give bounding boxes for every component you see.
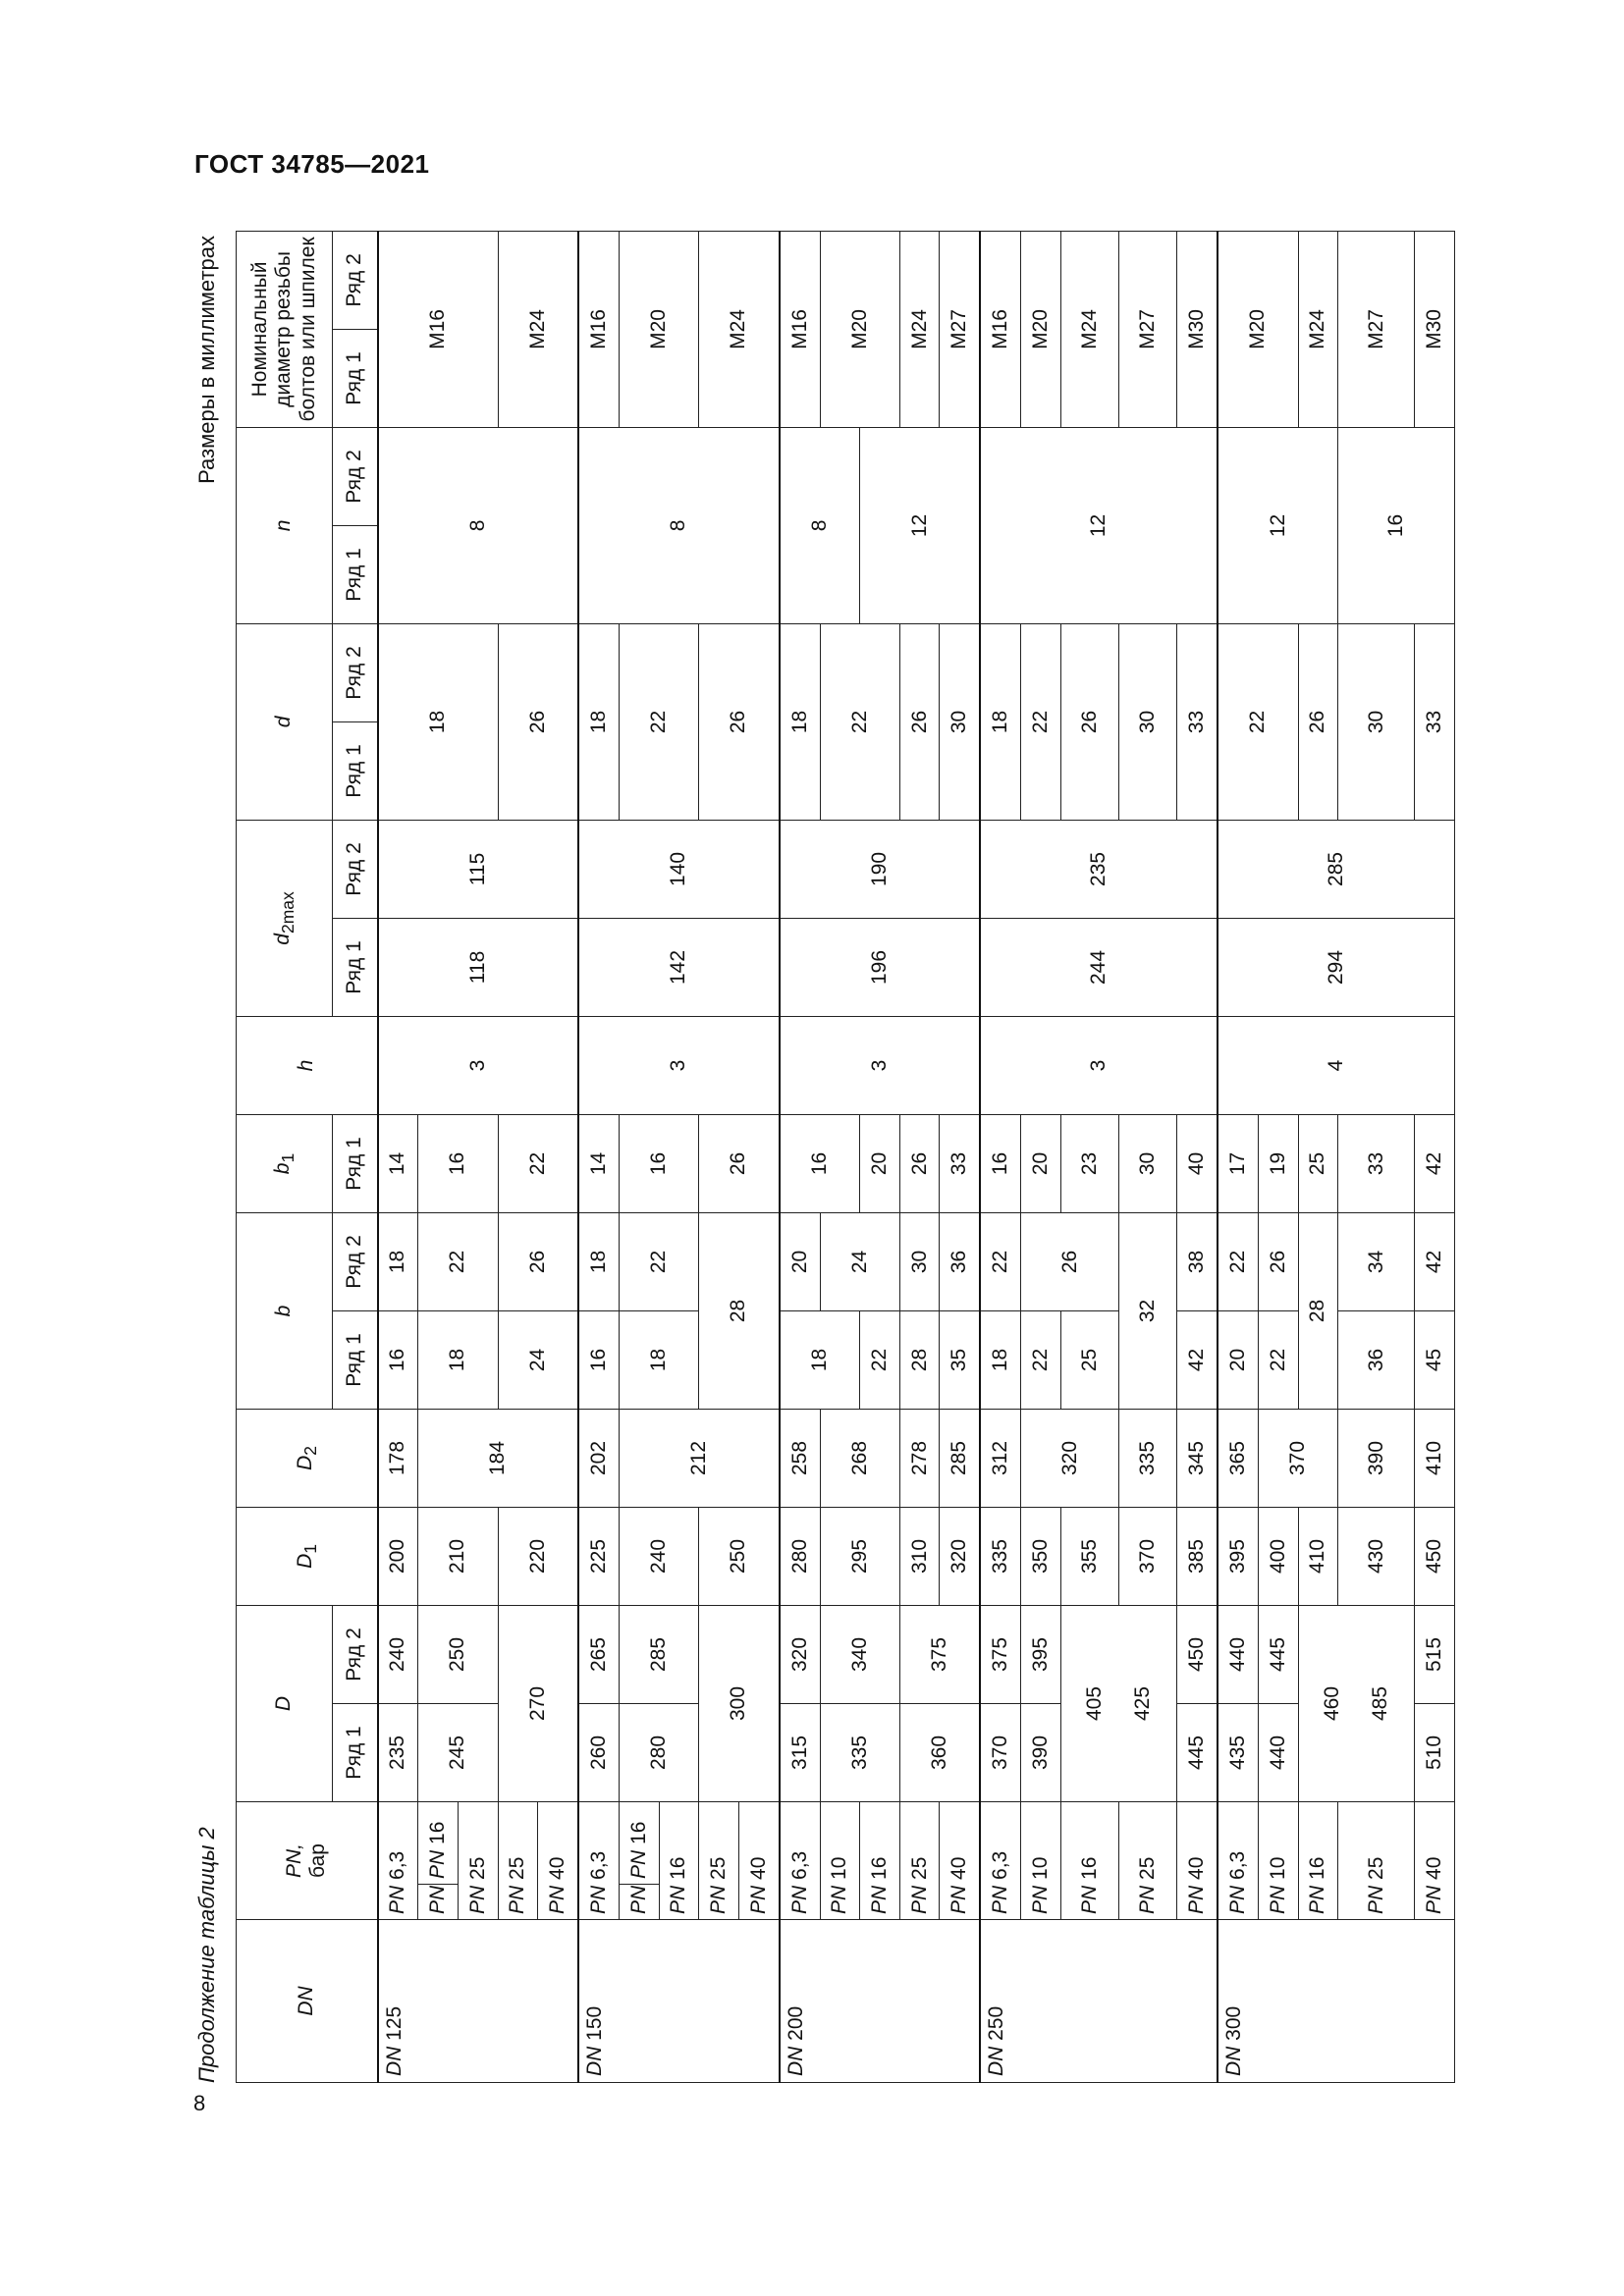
cell-b1: 16: [620, 1114, 699, 1212]
cell-D2: 285: [940, 1409, 980, 1507]
header-d: d: [237, 623, 333, 820]
cell-bolt: M24: [498, 231, 578, 427]
cell-b1: 30: [1119, 1114, 1177, 1212]
cell-h: 3: [780, 1016, 981, 1114]
cell-bolt: M27: [1119, 231, 1177, 427]
cell-bolt: M16: [780, 231, 820, 427]
cell-b-r1: 18: [780, 1310, 860, 1409]
cell-b-r1: 18: [620, 1310, 699, 1409]
cell-b-r2: 26: [1021, 1212, 1119, 1310]
cell-bolt: M30: [1177, 231, 1218, 427]
cell-D-r2: 340: [820, 1605, 899, 1703]
cell-D-r1-b: 375: [899, 1605, 980, 1703]
cell-pn: PN 40: [1177, 1801, 1218, 1919]
cell-b-r2: 22: [620, 1212, 699, 1310]
cell-D-r1: 235: [378, 1703, 418, 1801]
cell-h: 4: [1218, 1016, 1454, 1114]
cell-b-r1: 16: [378, 1310, 418, 1409]
cell-pn: PN 6,3: [1218, 1801, 1258, 1919]
cell-d: 26: [498, 623, 578, 820]
cell-bolt: M24: [899, 231, 940, 427]
cell-pn: PN 25: [459, 1801, 499, 1919]
header-row2: Ряд 2: [333, 1605, 378, 1703]
cell-D1: 280: [780, 1507, 820, 1605]
header-b: b: [237, 1212, 333, 1409]
cell-b-r2: 26: [498, 1212, 578, 1310]
header-row1: Ряд 1: [333, 329, 378, 427]
cell-d2max-r2: 140: [578, 820, 780, 918]
cell-D-r2: 395: [1021, 1605, 1061, 1703]
cell-d2max-r2: 235: [980, 820, 1218, 918]
cell-b-r2: 30: [899, 1212, 940, 1310]
cell-b-r1: 28: [899, 1310, 940, 1409]
cell-D2: 178: [378, 1409, 418, 1507]
header-row2: Ряд 2: [333, 623, 378, 721]
cell-D-r1: 440: [1259, 1703, 1299, 1801]
cell-D2: 278: [899, 1409, 940, 1507]
cell-pn: PN 6,3: [980, 1801, 1020, 1919]
header-h: h: [237, 1016, 378, 1114]
cell-d: 30: [1119, 623, 1177, 820]
cell-b-r2: 20: [780, 1212, 820, 1310]
cell-D-r1: 360: [899, 1703, 980, 1801]
cell-bolt: M27: [940, 231, 980, 427]
cell-b-r1: 16: [578, 1310, 619, 1409]
cell-n: 12: [1218, 427, 1338, 623]
cell-pn: PN 10: [820, 1801, 860, 1919]
cell-D-r2: 320: [780, 1605, 820, 1703]
cell-b1: 25: [1298, 1114, 1338, 1212]
cell-dn: DN 300: [1218, 1920, 1454, 2083]
cell-bolt: M20: [1021, 231, 1061, 427]
cell-b1: 22: [498, 1114, 578, 1212]
cell-b1: 20: [1021, 1114, 1061, 1212]
cell-bolt: M20: [1218, 231, 1298, 427]
cell-dn: DN 125: [378, 1920, 579, 2083]
cell-b-r1: 36: [1338, 1310, 1415, 1409]
cell-pn: PN: [418, 1885, 459, 1920]
header-row2: Ряд 2: [333, 820, 378, 918]
cell-b-r1: 18: [418, 1310, 498, 1409]
cell-d: 30: [940, 623, 980, 820]
cell-D1: 370: [1119, 1507, 1177, 1605]
cell-b-r1: 22: [1259, 1310, 1299, 1409]
flange-dimensions-table: [236, 231, 1455, 2083]
cell-D: 405 425: [1060, 1605, 1177, 1801]
header-D2: $D_2$: [237, 1409, 378, 1507]
cell-D-r2: 445: [1259, 1605, 1299, 1703]
cell-d2max-r1: 142: [578, 918, 780, 1016]
cell-D-r2: 450: [1177, 1605, 1218, 1703]
cell-D: 270: [498, 1605, 578, 1801]
header-n: n: [237, 427, 333, 623]
cell-b-r1: 20: [1218, 1310, 1258, 1409]
cell-b-r1: 45: [1415, 1310, 1455, 1409]
cell-D-r1: 435: [1218, 1703, 1258, 1801]
header-row2: Ряд 2: [333, 427, 378, 525]
cell-D: 300: [699, 1605, 780, 1801]
cell-pn: PN 25: [498, 1801, 538, 1919]
cell-pn: PN 16: [1060, 1801, 1118, 1919]
cell-pn: PN 6,3: [578, 1801, 619, 1919]
cell-b1: 33: [1338, 1114, 1415, 1212]
units-caption: Размеры в миллиметрах: [194, 236, 219, 484]
cell-b1: 20: [860, 1114, 900, 1212]
cell-D-r2: 240: [378, 1605, 418, 1703]
cell-D1: 240: [620, 1507, 699, 1605]
cell-d2max-r1: 244: [980, 918, 1218, 1016]
cell-D2: 390: [1338, 1409, 1415, 1507]
cell-b-r2: 18: [378, 1212, 418, 1310]
header-d2max: $d_{2max}$: [237, 820, 333, 1016]
cell-b-r2: 22: [1218, 1212, 1258, 1310]
cell-D1: 400: [1259, 1507, 1299, 1605]
cell-d2max-r1: 294: [1218, 918, 1454, 1016]
cell-D-r1: 280: [620, 1703, 699, 1801]
cell-b-r2: 38: [1177, 1212, 1218, 1310]
cell-b1: 17: [1218, 1114, 1258, 1212]
page-number: 8: [193, 2091, 206, 2115]
cell-h: 3: [980, 1016, 1218, 1114]
header-b1: $b_1$: [237, 1114, 333, 1212]
cell-bolt: M24: [1298, 231, 1338, 427]
cell-D-r1: 315: [780, 1703, 820, 1801]
cell-b-r2: 24: [820, 1212, 899, 1310]
header-dn: DN: [237, 1920, 378, 2083]
cell-pn: PN 16: [860, 1801, 900, 1919]
cell-b1: 42: [1415, 1114, 1455, 1212]
cell-n: 12: [860, 427, 981, 623]
cell-b1: 23: [1060, 1114, 1118, 1212]
cell-d: 33: [1415, 623, 1455, 820]
cell-d: 30: [1338, 623, 1415, 820]
cell-pn: PN 16: [1298, 1801, 1338, 1919]
cell-n: 12: [980, 427, 1218, 623]
cell-pn: PN: [620, 1885, 660, 1920]
cell-b-r1: 35: [940, 1310, 980, 1409]
cell-dn: DN 150: [578, 1920, 780, 2083]
cell-D1: 335: [980, 1507, 1020, 1605]
cell-D-r2: 440: [1218, 1605, 1258, 1703]
cell-b1: 14: [578, 1114, 619, 1212]
cell-D2: 335: [1119, 1409, 1177, 1507]
cell-D1: 210: [418, 1507, 498, 1605]
cell-D1: 225: [578, 1507, 619, 1605]
cell-D-r1: 510: [1415, 1703, 1455, 1801]
cell-b: 28: [1298, 1212, 1338, 1409]
cell-D1: 295: [820, 1507, 899, 1605]
cell-pn: PN 25: [1119, 1801, 1177, 1919]
cell-D1: 355: [1060, 1507, 1118, 1605]
cell-D1: 220: [498, 1507, 578, 1605]
header-pn: PN, бар: [237, 1801, 378, 1919]
header-row1: Ряд 1: [333, 525, 378, 623]
cell-d: 26: [1298, 623, 1338, 820]
cell-pn: PN 25: [699, 1801, 739, 1919]
cell-D-r1: 370: [980, 1703, 1020, 1801]
cell-D1: 450: [1415, 1507, 1455, 1605]
document-code: ГОСТ 34785—2021: [194, 149, 430, 179]
cell-bolt: M20: [620, 231, 699, 427]
cell-b1: 26: [699, 1114, 780, 1212]
cell-d2max-r1: 118: [378, 918, 579, 1016]
cell-D-r1: 445: [1177, 1703, 1218, 1801]
cell-D1: 395: [1218, 1507, 1258, 1605]
cell-D-r2: 265: [578, 1605, 619, 1703]
cell-n: 8: [378, 427, 579, 623]
cell-n: 16: [1338, 427, 1455, 623]
cell-b1: 16: [418, 1114, 498, 1212]
cell-b: 28: [699, 1212, 780, 1409]
cell-d: 22: [1218, 623, 1298, 820]
cell-D2: 268: [820, 1409, 899, 1507]
cell-D2: 202: [578, 1409, 619, 1507]
cell-D2: 312: [980, 1409, 1020, 1507]
header-row2: Ряд 2: [333, 231, 378, 329]
cell-b1: 16: [780, 1114, 860, 1212]
cell-D-r1: 260: [578, 1703, 619, 1801]
cell-D1: 250: [699, 1507, 780, 1605]
cell-d: 26: [699, 623, 780, 820]
cell-d: 26: [899, 623, 940, 820]
cell-d: 18: [378, 623, 499, 820]
cell-pn: PN 6,3: [378, 1801, 418, 1919]
cell-pn: PN 25: [899, 1801, 940, 1919]
cell-pn: PN 40: [738, 1801, 779, 1919]
cell-D-r1: 245: [418, 1703, 498, 1801]
cell-d2max-r2: 115: [378, 820, 579, 918]
cell-D2: 370: [1259, 1409, 1338, 1507]
header-row2: Ряд 2: [333, 1212, 378, 1310]
cell-bolt: M30: [1415, 231, 1455, 427]
cell-pn: PN 25: [1338, 1801, 1415, 1919]
cell-d: 18: [578, 623, 619, 820]
cell-D2: 410: [1415, 1409, 1455, 1507]
cell-b-r1: 42: [1177, 1310, 1218, 1409]
cell-d: 22: [820, 623, 899, 820]
cell-b-r2: 36: [940, 1212, 980, 1310]
cell-d: 22: [620, 623, 699, 820]
cell-pn: PN 40: [1415, 1801, 1455, 1919]
header-row1: Ряд 1: [333, 1310, 378, 1409]
header-row1: Ряд 1: [333, 918, 378, 1016]
cell-D1: 200: [378, 1507, 418, 1605]
cell-h: 3: [578, 1016, 780, 1114]
cell-d: 22: [1021, 623, 1061, 820]
cell-pn: PN 10: [1259, 1801, 1299, 1919]
cell-bolt: M24: [1060, 231, 1118, 427]
cell-b: 32: [1119, 1212, 1177, 1409]
table-continuation-caption: Продолжение таблицы 2: [194, 1827, 219, 2083]
header-row1: Ряд 1: [333, 1114, 378, 1212]
cell-d2max-r1: 196: [780, 918, 981, 1016]
cell-D2: 365: [1218, 1409, 1258, 1507]
cell-d: 18: [980, 623, 1020, 820]
header-bolt-diameter: Номинальный диаметр резьбы болтов или шпилек: [237, 231, 333, 427]
cell-b1: 16: [980, 1114, 1020, 1212]
cell-pn: PN 6,3: [780, 1801, 820, 1919]
cell-bolt: M27: [1338, 231, 1415, 427]
cell-D2: 320: [1021, 1409, 1119, 1507]
cell-bolt: M16: [578, 231, 619, 427]
cell-pn: PN 40: [538, 1801, 578, 1919]
cell-D1: 430: [1338, 1507, 1415, 1605]
cell-D2: 212: [620, 1409, 780, 1507]
cell-b-r2: 18: [578, 1212, 619, 1310]
cell-pn: PN 10: [1021, 1801, 1061, 1919]
cell-D-r2: 515: [1415, 1605, 1455, 1703]
cell-D2: 258: [780, 1409, 820, 1507]
cell-D: 460 485: [1298, 1605, 1415, 1801]
cell-bolt: M20: [820, 231, 899, 427]
cell-d2max-r2: 190: [780, 820, 981, 918]
cell-D-r1: 335: [820, 1703, 899, 1801]
cell-b-r1: 22: [860, 1310, 900, 1409]
cell-b1: 19: [1259, 1114, 1299, 1212]
cell-b1: 40: [1177, 1114, 1218, 1212]
cell-dn: DN 250: [980, 1920, 1218, 2083]
header-row1: Ряд 1: [333, 1703, 378, 1801]
cell-pn: PN 16: [620, 1801, 660, 1884]
header-row1: Ряд 1: [333, 721, 378, 820]
cell-bolt: M16: [980, 231, 1020, 427]
cell-b-r1: 18: [980, 1310, 1020, 1409]
cell-d: 18: [780, 623, 820, 820]
cell-b-r1: 22: [1021, 1310, 1061, 1409]
cell-d: 33: [1177, 623, 1218, 820]
cell-D2: 184: [418, 1409, 578, 1507]
cell-D1: 350: [1021, 1507, 1061, 1605]
cell-D1: 410: [1298, 1507, 1338, 1605]
cell-d2max-r2: 285: [1218, 820, 1454, 918]
cell-D1: 385: [1177, 1507, 1218, 1605]
cell-D1: 320: [940, 1507, 980, 1605]
rotated-table-block: [187, 236, 1455, 2083]
cell-b-r2: 22: [980, 1212, 1020, 1310]
cell-b-r2: 26: [1259, 1212, 1299, 1310]
cell-D2: 345: [1177, 1409, 1218, 1507]
cell-D-r1: 390: [1021, 1703, 1061, 1801]
cell-n: 8: [578, 427, 780, 623]
cell-n: 8: [780, 427, 860, 623]
cell-b1: 26: [899, 1114, 940, 1212]
cell-bolt: M24: [699, 231, 780, 427]
cell-D-r2: 285: [620, 1605, 699, 1703]
cell-pn: PN 16: [418, 1801, 459, 1884]
cell-b-r1: 25: [1060, 1310, 1118, 1409]
cell-b-r1: 24: [498, 1310, 578, 1409]
cell-D1: 310: [899, 1507, 940, 1605]
cell-b1: 33: [940, 1114, 980, 1212]
cell-pn: PN 40: [940, 1801, 980, 1919]
header-D1: $D_1$: [237, 1507, 378, 1605]
cell-h: 3: [378, 1016, 579, 1114]
cell-d: 26: [1060, 623, 1118, 820]
cell-D-r2: 375: [980, 1605, 1020, 1703]
cell-D-r2: 250: [418, 1605, 498, 1703]
cell-b-r2: 34: [1338, 1212, 1415, 1310]
cell-b-r2: 22: [418, 1212, 498, 1310]
cell-b-r2: 42: [1415, 1212, 1455, 1310]
header-D: D: [237, 1605, 333, 1801]
cell-pn: PN 16: [659, 1801, 699, 1919]
cell-dn: DN 200: [780, 1920, 981, 2083]
cell-b1: 14: [378, 1114, 418, 1212]
cell-bolt: M16: [378, 231, 499, 427]
